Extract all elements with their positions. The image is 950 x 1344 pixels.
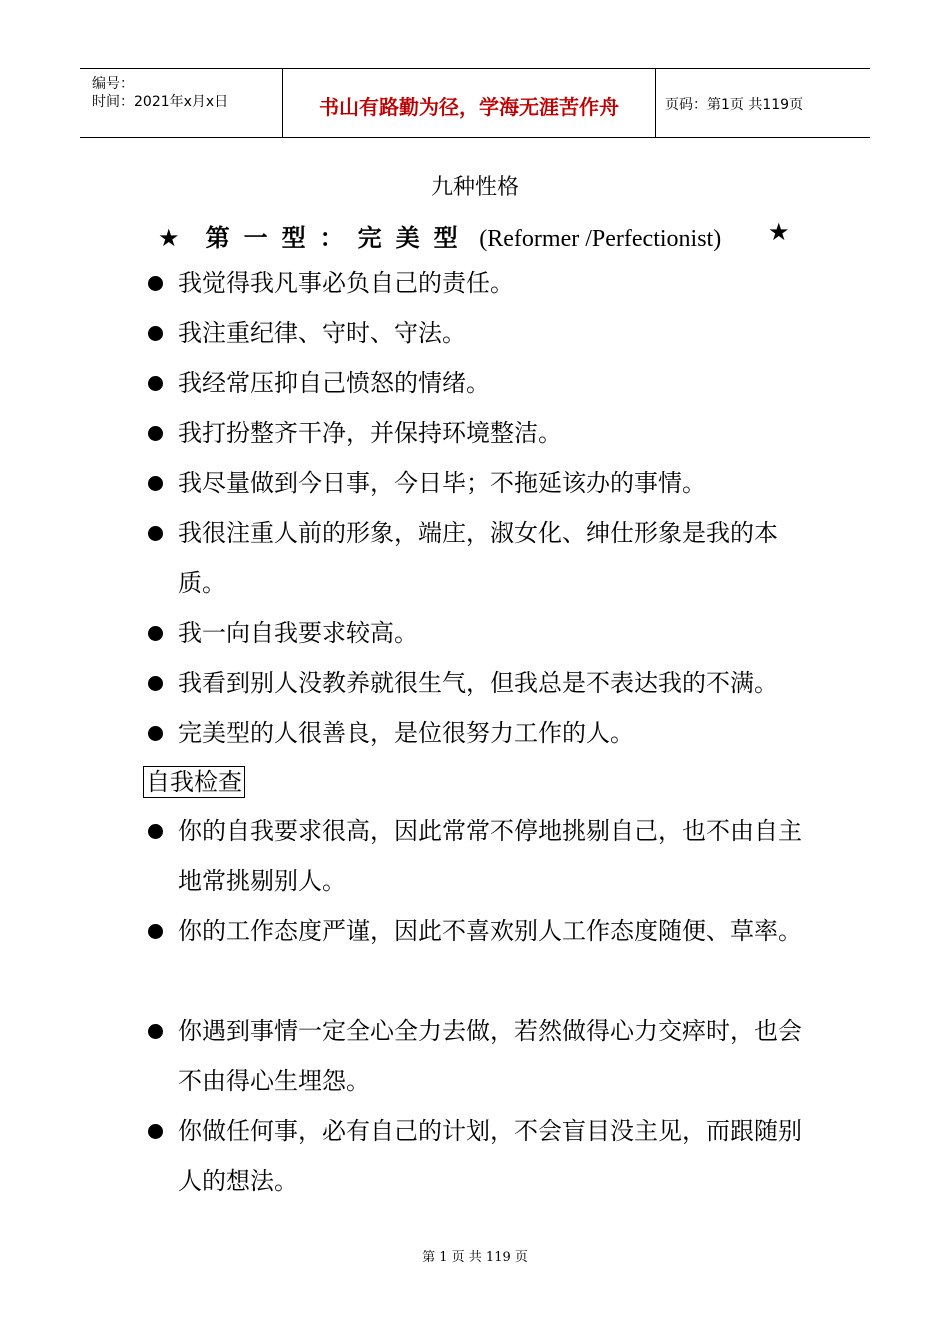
bullet-icon	[148, 426, 163, 441]
bullet-icon	[148, 276, 163, 291]
list-item: 我经常压抑自己愤怒的情绪。	[140, 358, 820, 408]
motto: 书山有路勤为径，学海无涯苦作舟	[319, 95, 619, 119]
list-item: 我尽量做到今日事，今日毕；不拖延该办的事情。	[140, 458, 820, 508]
list-item: 我一向自我要求较高。	[140, 608, 820, 658]
bullet-icon	[148, 824, 163, 839]
list-item: 完美型的人很善良，是位很努力工作的人。	[140, 708, 820, 758]
bullet-icon	[148, 1024, 163, 1039]
list-item: 我很注重人前的形象，端庄，淑女化、绅仕形象是我的本质。	[140, 508, 820, 608]
bullet-icon	[148, 726, 163, 741]
bullet-icon	[148, 326, 163, 341]
bullet-icon	[148, 924, 163, 939]
date-label: 时间：2021年x月x日	[92, 94, 229, 110]
bullet-icon	[148, 626, 163, 641]
list-item: 你遇到事情一定全心全力去做，若然做得心力交瘁时，也会不由得心生埋怨。	[140, 1006, 820, 1106]
star-icon: ★	[158, 224, 180, 252]
list-item: 你的自我要求很高，因此常常不停地挑剔自己，也不由自主地常挑剔别人。	[140, 806, 820, 906]
type-heading-zh: 第一型：完美型	[205, 223, 472, 252]
type-heading	[158, 218, 790, 253]
star-icon: ★	[768, 218, 790, 246]
header-motto-cell	[282, 69, 656, 137]
header-page-cell	[655, 69, 870, 137]
page-info: 页码：第1页 共119页	[665, 97, 804, 113]
document-title: 九种性格	[430, 175, 519, 200]
bullet-icon	[148, 1124, 163, 1139]
list-item: 你做任何事，必有自己的计划，不会盲目没主见，而跟随别人的想法。	[140, 1106, 820, 1206]
number-label: 编号：	[92, 76, 134, 92]
bullet-icon	[148, 676, 163, 691]
type-heading-en: (Reformer /Perfectionist)	[479, 226, 722, 252]
list-item: 你的工作态度严谨，因此不喜欢别人工作态度随便、草率。	[140, 906, 820, 956]
self-check-label: 自我检查	[143, 766, 245, 798]
bullet-icon	[148, 476, 163, 491]
list-item: 我看到别人没教养就很生气，但我总是不表达我的不满。	[140, 658, 820, 708]
bullet-icon	[148, 376, 163, 391]
page-footer: 第 1 页 共 119 页	[422, 1250, 528, 1265]
document-header	[80, 68, 870, 138]
bullet-icon	[148, 526, 163, 541]
list-item: 我打扮整齐干净，并保持环境整洁。	[140, 408, 820, 458]
list-item: 我注重纪律、守时、守法。	[140, 308, 820, 358]
header-meta-cell	[80, 69, 282, 137]
list-item: 我觉得我凡事必负自己的责任。	[140, 258, 820, 308]
